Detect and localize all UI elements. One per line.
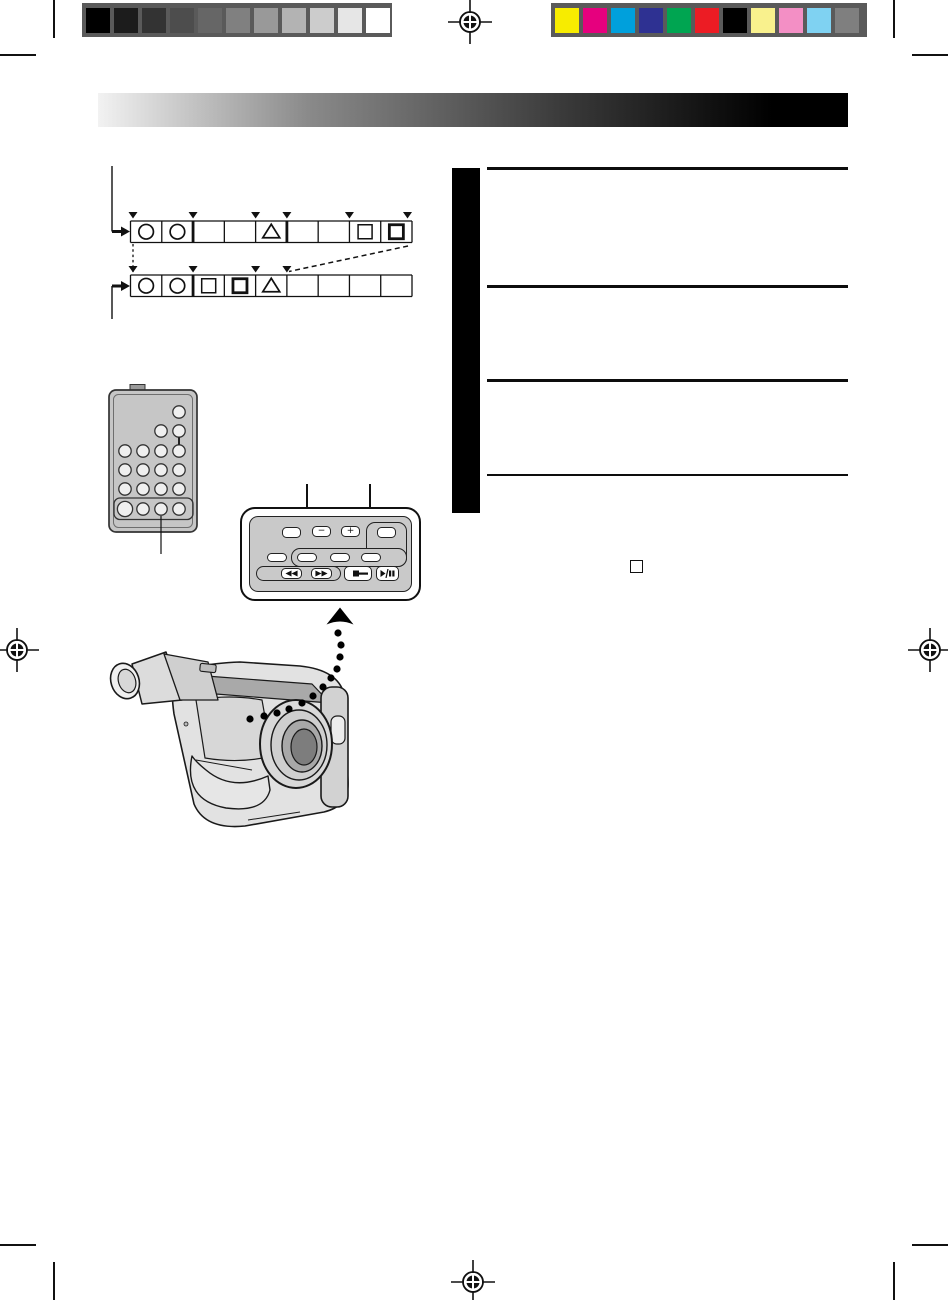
calibration-swatch [807, 8, 831, 33]
panel-button-blank-1 [282, 527, 301, 538]
calibration-swatch [723, 8, 747, 33]
calibration-swatch [226, 8, 250, 33]
panel-minus-button [312, 526, 331, 537]
square-bold-index-symbol [389, 225, 403, 239]
calibration-swatch [366, 8, 390, 33]
crop-mark-top-left-v [53, 0, 55, 38]
crop-mark-top-right-h [912, 54, 948, 56]
crop-mark-bottom-left-v [53, 1262, 55, 1300]
crop-mark-bottom-left-h [0, 1244, 36, 1246]
calibration-swatch [779, 8, 803, 33]
square-bold-index-symbol [233, 279, 247, 293]
chapter-sidebar-bar [452, 168, 480, 513]
tape-index-diagram [90, 155, 435, 330]
section-rule-4 [487, 474, 848, 476]
index-marker-triangle [251, 212, 260, 219]
calibration-swatch [86, 8, 110, 33]
rewind-icon [285, 570, 298, 577]
calibration-swatch [695, 8, 719, 33]
index-strip-2 [129, 266, 413, 297]
calibration-swatch [835, 8, 859, 33]
fast-forward-button [311, 568, 332, 579]
play-pause-icon [380, 569, 395, 578]
section-rule-3 [487, 379, 848, 382]
panel-button-blank-2 [377, 527, 396, 538]
grayscale-calibration-bar [82, 3, 392, 37]
section-rule-2 [487, 285, 848, 288]
insert-direction-arrow [230, 595, 380, 735]
triangle-index-symbol [263, 278, 280, 292]
square-index-symbol [358, 225, 372, 239]
calibration-swatch [583, 8, 607, 33]
crop-mark-bottom-right-v [893, 1262, 895, 1300]
circle-index-symbol [139, 224, 154, 239]
fast-forward-icon [315, 570, 328, 577]
calibration-swatch [639, 8, 663, 33]
index-marker-triangle [251, 266, 260, 273]
index-marker-triangle [129, 212, 138, 219]
panel-button-blank-3 [267, 553, 287, 562]
calibration-swatch [198, 8, 222, 33]
stop-icon [348, 569, 368, 578]
calibration-swatch [338, 8, 362, 33]
calibration-swatch [282, 8, 306, 33]
calibration-swatch [310, 8, 334, 33]
panel-button-blank-5 [330, 553, 350, 562]
section-rule-1 [487, 167, 848, 170]
index-marker-triangle [345, 212, 354, 219]
index-marker-triangle [403, 212, 412, 219]
calibration-swatch [254, 8, 278, 33]
crop-mark-bottom-right-h [912, 1244, 948, 1246]
dashed-link-diagonal [289, 246, 408, 272]
registration-mark-right [908, 628, 948, 672]
registration-mark-top [448, 0, 492, 44]
strip-2-callout-arrow [112, 281, 130, 319]
panel-button-blank-4 [297, 553, 317, 562]
up-arrow-icon [327, 608, 354, 625]
header-gradient-bar [98, 93, 848, 127]
stop-button [344, 566, 372, 581]
strip-1-callout-arrow [112, 166, 130, 237]
index-marker-triangle [129, 266, 138, 273]
plus-label: + [346, 526, 355, 536]
crop-mark-top-left-h [0, 54, 36, 56]
play-pause-button [376, 566, 399, 581]
registration-mark-left [0, 628, 39, 672]
panel-plus-button [341, 526, 360, 537]
circle-index-symbol [139, 278, 154, 293]
calibration-swatch [667, 8, 691, 33]
index-marker-triangle [282, 212, 291, 219]
panel-button-blank-6 [361, 553, 381, 562]
rewind-button [281, 568, 302, 579]
registration-mark-bottom [451, 1260, 495, 1300]
index-marker-triangle [189, 266, 198, 273]
square-index-symbol [202, 279, 216, 293]
remote-control-illustration [100, 380, 210, 560]
index-marker-triangle [189, 212, 198, 219]
dotted-trail [246, 629, 344, 722]
index-strip-1 [129, 212, 413, 243]
calibration-swatch [751, 8, 775, 33]
calibration-swatch [555, 8, 579, 33]
calibration-swatch [170, 8, 194, 33]
calibration-swatch [142, 8, 166, 33]
minus-label: − [317, 526, 326, 536]
circle-index-symbol [170, 224, 185, 239]
square-outline-symbol [630, 560, 643, 573]
triangle-index-symbol [263, 224, 280, 238]
crop-mark-top-right-v [893, 0, 895, 38]
calibration-swatch [611, 8, 635, 33]
color-calibration-bar [551, 3, 867, 37]
circle-index-symbol [170, 278, 185, 293]
calibration-swatch [114, 8, 138, 33]
